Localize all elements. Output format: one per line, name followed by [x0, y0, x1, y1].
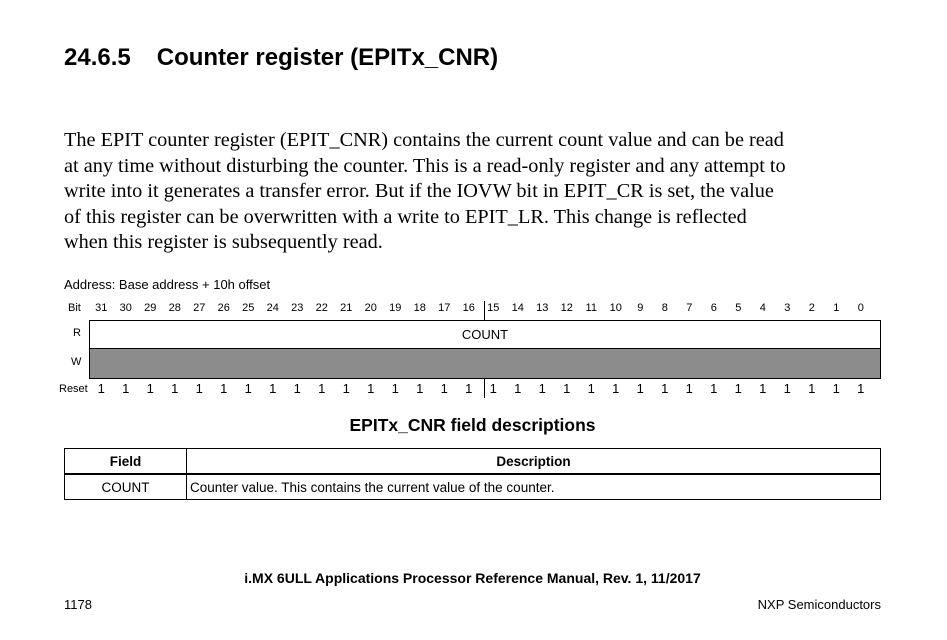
reset-value: 1 — [514, 381, 522, 396]
bit-number: 0 — [857, 302, 864, 314]
bit-number: 16 — [462, 302, 475, 314]
reset-value: 1 — [489, 381, 497, 396]
table-row — [65, 474, 881, 500]
description-column-header: Description — [187, 449, 881, 475]
register-address: Address: Base address + 10h offset — [64, 277, 271, 292]
section-title: Counter register (EPITx_CNR) — [156, 44, 499, 71]
bit-number: 25 — [242, 302, 255, 314]
table-header-row — [65, 449, 881, 475]
page-number: 1178 — [64, 597, 92, 612]
reset-value: 1 — [171, 381, 179, 396]
bit-number: 20 — [364, 302, 377, 314]
company-name: NXP Semiconductors — [757, 597, 881, 612]
bit-number: 24 — [266, 302, 279, 314]
bit-number: 8 — [661, 302, 668, 314]
bit-number: 31 — [95, 302, 108, 314]
reset-value: 1 — [538, 381, 546, 396]
section-heading — [64, 44, 498, 72]
bit-number: 10 — [609, 302, 622, 314]
reset-value: 1 — [783, 381, 791, 396]
count-field-read: COUNT — [89, 320, 881, 349]
reset-value: 1 — [734, 381, 742, 396]
reset-value: 1 — [269, 381, 277, 396]
intro-line: at any time without disturbing the counter. This is a read-only register and any attempt to — [64, 154, 786, 177]
reset-value: 1 — [832, 381, 840, 396]
count-field-write-reserved — [89, 348, 881, 379]
reset-value: 1 — [318, 381, 326, 396]
reset-row-label: Reset — [59, 383, 88, 395]
intro-line: write into it generates a transfer error. But if the IOVW bit in EPIT_CR is set, the value — [64, 180, 774, 202]
reset-value: 1 — [685, 381, 693, 396]
bit-number: 2 — [808, 302, 815, 314]
bit-number: 11 — [585, 302, 597, 314]
reset-value: 1 — [122, 381, 130, 396]
bit-row-label: Bit — [68, 302, 81, 314]
table-title: EPITx_CNR field descriptions — [349, 415, 596, 435]
reset-value: 1 — [293, 381, 301, 396]
reset-value: 1 — [661, 381, 669, 396]
reset-value: 1 — [146, 381, 154, 396]
reset-value: 1 — [857, 381, 865, 396]
footer-title: i.MX 6ULL Applications Processor Reference Manual, Rev. 1, 11/2017 — [244, 570, 701, 586]
read-row-label: R — [73, 327, 81, 339]
bit-number: 22 — [315, 302, 328, 314]
bit-number: 6 — [710, 302, 717, 314]
reset-value: 1 — [440, 381, 448, 396]
bit-number: 27 — [193, 302, 206, 314]
reset-half-divider — [484, 379, 485, 398]
reset-value: 1 — [97, 381, 105, 396]
reset-value: 1 — [465, 381, 473, 396]
bit-half-divider — [484, 301, 485, 320]
intro-line: of this register can be overwritten with a write to EPIT_LR. This change is reflected — [64, 205, 747, 228]
bit-number: 14 — [511, 302, 524, 314]
field-cell: COUNT — [65, 474, 187, 500]
reset-value: 1 — [416, 381, 424, 396]
reset-value: 1 — [710, 381, 718, 396]
reset-value: 1 — [342, 381, 350, 396]
reset-value: 1 — [808, 381, 816, 396]
bit-number: 7 — [686, 302, 693, 314]
bit-number: 15 — [487, 302, 500, 314]
bit-number: 26 — [217, 302, 230, 314]
bit-number: 30 — [119, 302, 132, 314]
bit-number: 18 — [413, 302, 426, 314]
field-description-table — [64, 448, 881, 500]
reset-value: 1 — [759, 381, 767, 396]
write-row-label: W — [71, 356, 82, 368]
reset-value: 1 — [636, 381, 644, 396]
bit-number: 9 — [637, 302, 644, 314]
bit-number: 13 — [536, 302, 549, 314]
bit-number: 23 — [291, 302, 304, 314]
bit-number: 1 — [833, 302, 840, 314]
reset-value: 1 — [220, 381, 228, 396]
bit-number: 17 — [438, 302, 451, 314]
bit-number: 19 — [389, 302, 402, 314]
intro-line: The EPIT counter register (EPIT_CNR) contains the current count value and can be read — [64, 129, 784, 151]
section-number: 24.6.5 — [64, 44, 131, 71]
field-column-header: Field — [65, 449, 187, 475]
bit-number: 3 — [784, 302, 791, 314]
reset-value: 1 — [244, 381, 252, 396]
reset-value: 1 — [195, 381, 203, 396]
bit-number: 21 — [340, 302, 353, 314]
reset-value: 1 — [391, 381, 399, 396]
bit-number: 12 — [560, 302, 573, 314]
description-cell: Counter value. This contains the current value of the counter. — [187, 474, 881, 500]
reset-value: 1 — [612, 381, 620, 396]
intro-paragraph — [64, 128, 894, 256]
bit-number: 5 — [735, 302, 742, 314]
reset-value: 1 — [587, 381, 595, 396]
reset-value: 1 — [367, 381, 375, 396]
reset-value: 1 — [563, 381, 571, 396]
bit-number: 4 — [759, 302, 766, 314]
bit-number: 29 — [144, 302, 157, 314]
bit-number: 28 — [168, 302, 181, 314]
intro-line: when this register is subsequently read. — [64, 231, 383, 253]
